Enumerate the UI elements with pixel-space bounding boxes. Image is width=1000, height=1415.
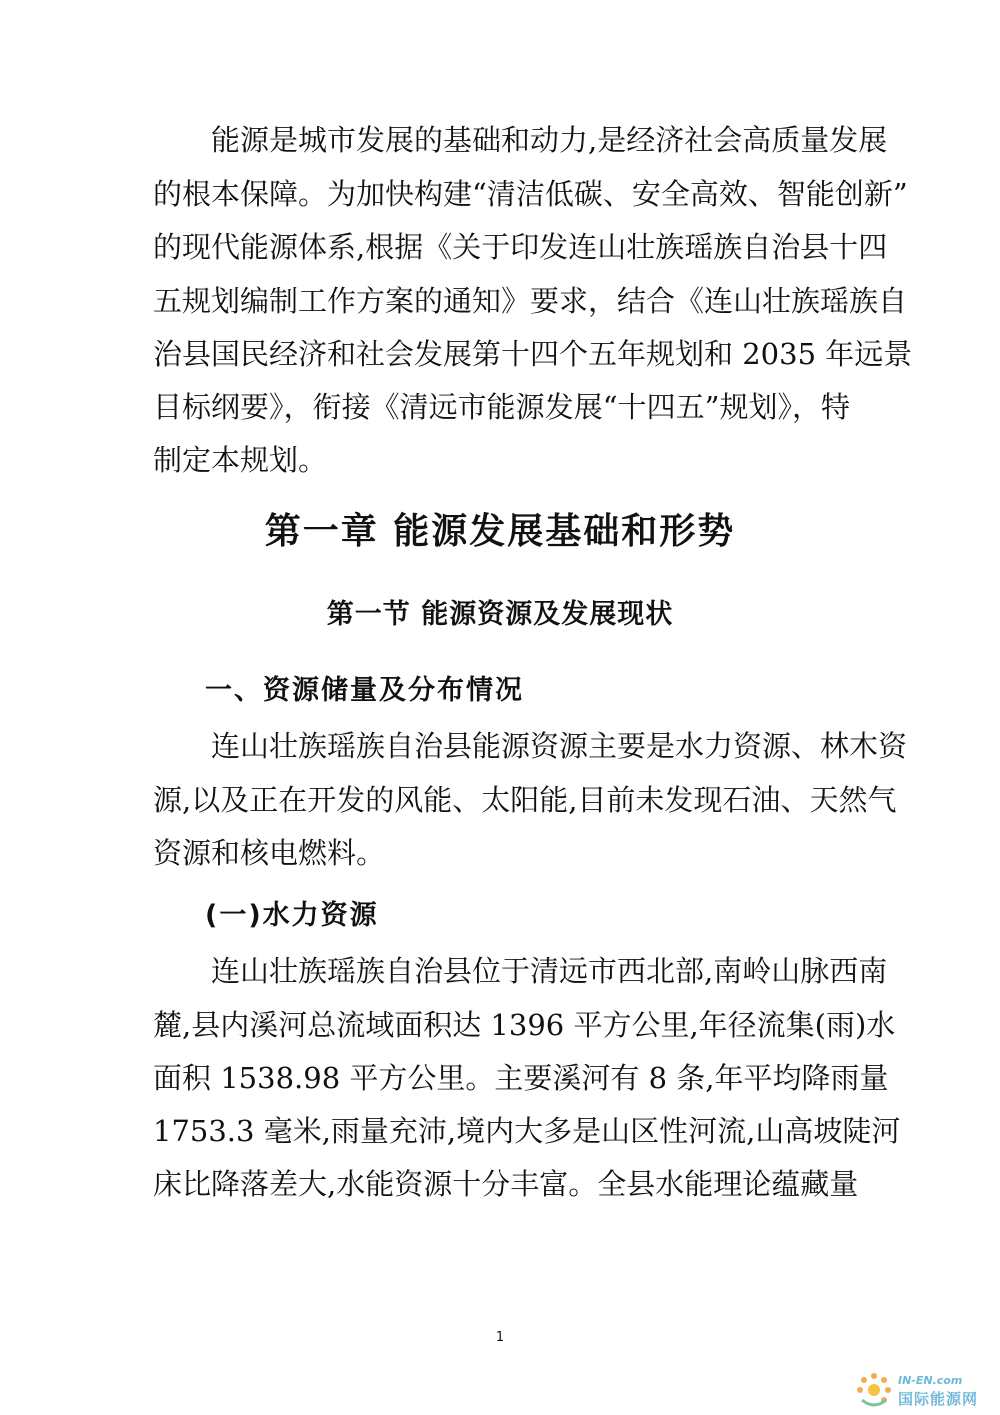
subheading-hydro: (一)水力资源 bbox=[205, 900, 379, 931]
resources-line: 连山壮族瑶族自治县能源资源主要是水力资源、林木资 bbox=[211, 729, 908, 763]
intro-line: 的根本保障。为加快构建“清洁低碳、安全高效、智能创新” bbox=[153, 177, 908, 211]
intro-line: 制定本规划。 bbox=[153, 443, 328, 477]
intro-line: 五规划编制工作方案的通知》要求，结合《连山壮族瑶族自 bbox=[153, 284, 908, 318]
hydro-line: 面积 1538.98 平方公里。主要溪河有 8 条,年平均降雨量 bbox=[153, 1061, 889, 1095]
intro-line: 目标纲要》，衔接《清远市能源发展“十四五”规划》，特 bbox=[153, 390, 850, 424]
hydro-line: 床比降落差大,水能资源十分丰富。全县水能理论蕴藏量 bbox=[153, 1167, 859, 1201]
resources-line: 源,以及正在开发的风能、太阳能,目前未发现石油、天然气 bbox=[153, 783, 897, 817]
intro-line: 治县国民经济和社会发展第十四个五年规划和 2035 年远景 bbox=[153, 337, 913, 371]
watermark-top-text: IN-EN.com bbox=[898, 1374, 963, 1387]
chapter-title: 第一章 能源发展基础和形势 bbox=[264, 511, 736, 552]
hydro-line: 1753.3 毫米,雨量充沛,境内大多是山区性河流,山高坡陡河 bbox=[153, 1114, 901, 1148]
intro-line: 能源是城市发展的基础和动力,是经济社会高质量发展 bbox=[211, 123, 888, 157]
resources-line: 资源和核电燃料。 bbox=[153, 836, 386, 870]
watermark-bottom-text: 国际能源网 bbox=[898, 1390, 979, 1408]
intro-line: 的现代能源体系,根据《关于印发连山壮族瑶族自治县十四 bbox=[153, 230, 888, 264]
page-number: 1 bbox=[495, 1330, 505, 1345]
hydro-line: 连山壮族瑶族自治县位于清远市西北部,南岭山脉西南 bbox=[211, 954, 888, 988]
watermark-logo-icon bbox=[852, 1368, 896, 1412]
watermark bbox=[852, 1368, 1000, 1412]
subheading-resources: 一、资源储量及分布情况 bbox=[205, 675, 524, 706]
section-title: 第一节 能源资源及发展现状 bbox=[326, 599, 674, 630]
hydro-line: 麓,县内溪河总流域面积达 1396 平方公里,年径流集(雨)水 bbox=[153, 1008, 896, 1042]
